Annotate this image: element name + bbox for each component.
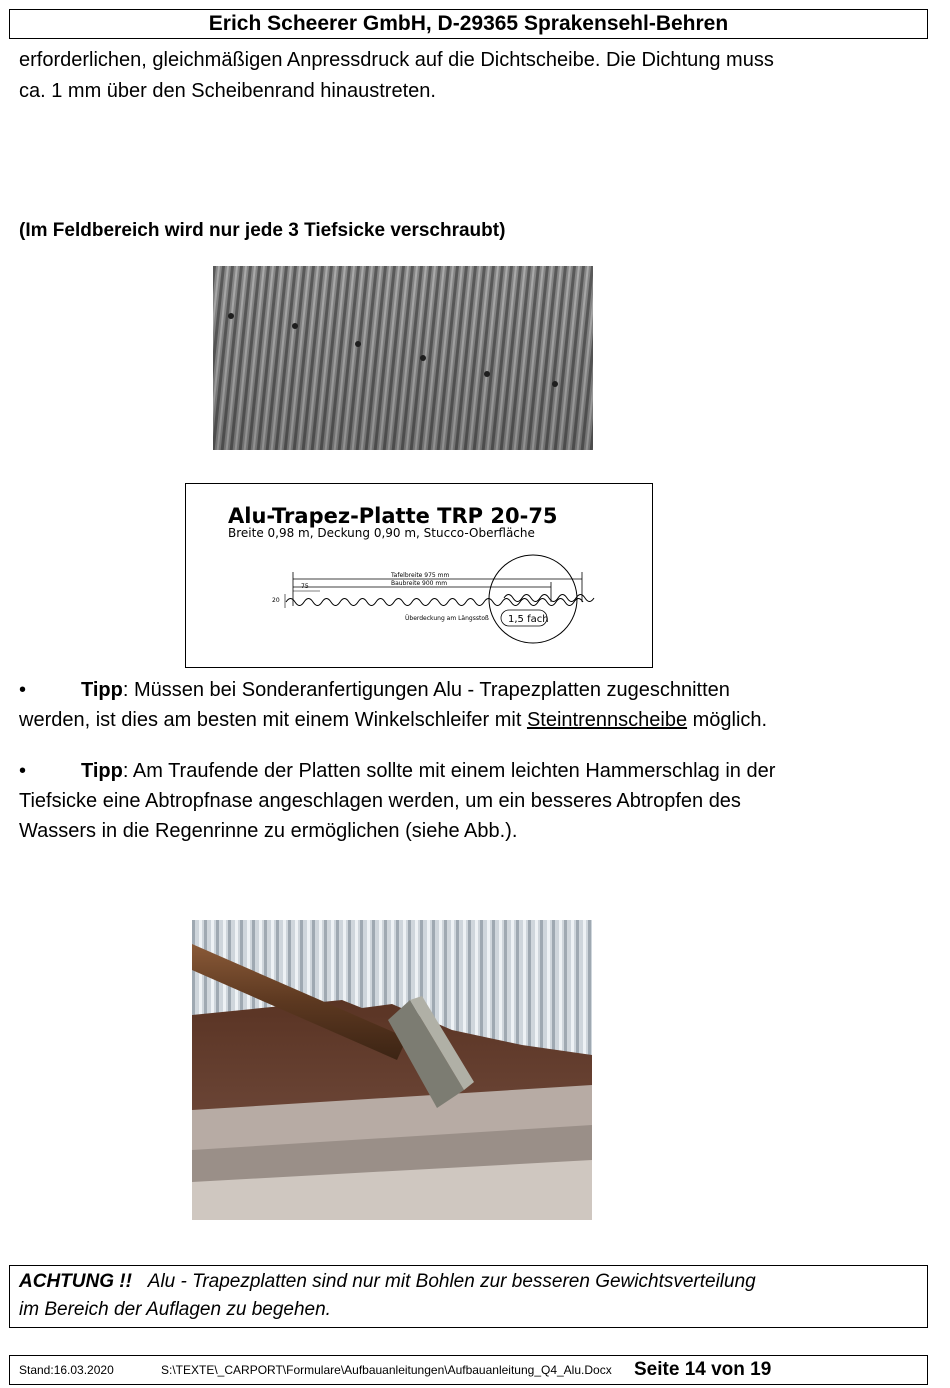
- fach-label: 1,5 fach: [508, 614, 549, 625]
- tip-text: : Müssen bei Sonderanfertigungen Alu - Trapezplatten zugeschnitten: [122, 679, 730, 701]
- tip-text: werden, ist dies am besten mit einem Winkelschleifer mit: [19, 709, 527, 731]
- warning-text: Alu - Trapezplatten sind nur mit Bohlen zur besseren Gewichtsverteilung: [147, 1271, 756, 1292]
- tip-label: Tipp: [81, 760, 123, 782]
- steintrennscheibe-link[interactable]: Steintrennscheibe: [526, 709, 688, 731]
- tip-label: Tipp: [81, 679, 123, 701]
- hammer-roof-photo: [192, 920, 592, 1220]
- bullet: •: [19, 760, 27, 782]
- warning-box: [9, 1265, 928, 1328]
- field-note: (Im Feldbereich wird nur jede 3 Tiefsicke verschraubt): [19, 220, 506, 241]
- warning-line-1: [19, 1268, 918, 1296]
- page-header: [9, 9, 928, 39]
- intro-line-2: ca. 1 mm über den Scheibenrand hinaustreten.: [19, 80, 436, 102]
- tip-text: möglich.: [687, 709, 768, 731]
- overlap-label: Überdeckung am Längsstoß: [405, 615, 489, 622]
- tip-2-line-2: Tiefsicke eine Abtropfnase angeschlagen werden, um ein besseres Abtropfen des: [19, 790, 741, 812]
- tip-2-line-1: [19, 756, 775, 786]
- tafelbreite-label: Tafelbreite 975 mm: [391, 572, 450, 579]
- diagram-subtitle: Breite 0,98 m, Deckung 0,90 m, Stucco-Oberfläche: [228, 526, 535, 540]
- pitch-label: 75: [301, 583, 309, 590]
- tip-text: : Am Traufende der Platten sollte mit einem leichten Hammerschlag in der: [122, 760, 776, 782]
- stand-date: Stand:16.03.2020: [19, 1363, 114, 1377]
- warning-line-2: im Bereich der Auflagen zu begehen.: [19, 1299, 331, 1320]
- profile-diagram: [185, 483, 653, 668]
- intro-line-1: erforderlichen, gleichmäßigen Anpressdruck auf die Dichtscheibe. Die Dichtung muss: [19, 49, 774, 71]
- company-header: Erich Scheerer GmbH, D-29365 Sprakensehl-Behren: [208, 12, 729, 35]
- page-footer: [9, 1355, 928, 1385]
- tip-1-line-2: [19, 705, 767, 735]
- page-number: Seite 14 von 19: [634, 1359, 772, 1380]
- file-path: S:\TEXTE\_CARPORT\Formulare\Aufbauanleitungen\Aufbauanleitung_Q4_Alu.Docx: [161, 1363, 612, 1377]
- height-label: 20: [272, 597, 280, 604]
- warning-label: ACHTUNG !!: [19, 1271, 132, 1292]
- corrugated-roof-photo: [213, 266, 593, 450]
- baubreite-label: Baubreite 900 mm: [391, 580, 448, 587]
- tip-2-line-3: Wassers in die Regenrinne zu ermöglichen (siehe Abb.).: [19, 820, 518, 842]
- bullet: •: [19, 679, 27, 701]
- tip-1-line-1: [19, 675, 730, 705]
- diagram-title: Alu-Trapez-Platte TRP 20-75: [228, 504, 558, 528]
